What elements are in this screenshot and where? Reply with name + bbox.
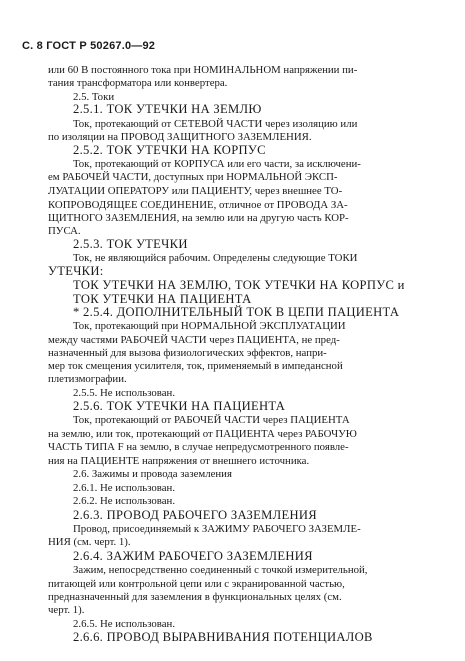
text-line: КОПРОВОДЯЩЕЕ СОЕДИНЕНИЕ, отличное от ПРОВОДА ЗА-	[48, 199, 348, 211]
text-line: назначенный для вызова физиологических эффектов, напри-	[48, 347, 327, 359]
heading-line: 2.5.6. ТОК УТЕЧКИ НА ПАЦИЕНТА	[73, 399, 286, 413]
text-line: между частями РАБОЧЕЙ ЧАСТИ через ПАЦИЕНТА, не пред-	[48, 334, 340, 346]
text-line: Ток, протекающий от РАБОЧЕЙ ЧАСТИ через ПАЦИЕНТА	[73, 414, 350, 426]
heading-line: 2.5.3. ТОК УТЕЧКИ	[73, 237, 188, 251]
text-line: ЩИТНОГО ЗАЗЕМЛЕНИЯ, на землю или на другую часть КОР-	[48, 212, 349, 224]
text-line: 2.6.2. Не использован.	[73, 495, 176, 507]
heading-line: 2.6.4. ЗАЖИМ РАБОЧЕГО ЗАЗЕМЛЕНИЯ	[73, 549, 313, 563]
text-line: тания трансформатора или конвертера.	[48, 77, 228, 89]
text-line: мер ток смещения усилителя, ток, применяемый в импедансной	[48, 360, 343, 372]
text-line: черт. 1).	[48, 604, 85, 616]
text-line: 2.6.5. Не использован.	[73, 618, 176, 630]
heading-line: * 2.5.4. ДОПОЛНИТЕЛЬНЫЙ ТОК В ЦЕПИ ПАЦИЕНТА	[73, 305, 400, 319]
text-line: 2.6.1. Не использован.	[73, 482, 176, 494]
text-line: Зажим, непосредственно соединенный с точкой измерительной,	[73, 564, 368, 576]
text-line: ния на ПАЦИЕНТЕ напряжения от внешнего источника.	[48, 455, 310, 467]
text-line: ЧАСТЬ ТИПА F на землю, в случае непредусмотренного появле-	[48, 441, 349, 453]
text-line: предназначенный для заземления в функциональных целях (см.	[48, 591, 342, 603]
heading-line: 2.5.2. ТОК УТЕЧКИ НА КОРПУС	[73, 143, 266, 157]
text-line: ЛУАТАЦИИ ОПЕРАТОРУ или ПАЦИЕНТУ, через внешнее ТО-	[48, 185, 343, 197]
text-line: или 60 В постоянного тока при НОМИНАЛЬНОМ напряжении пи-	[48, 64, 358, 76]
text-line: на землю, или ток, протекающий от ПАЦИЕНТА через РАБОЧУЮ	[48, 428, 357, 440]
text-line: Ток, протекающий от СЕТЕВОЙ ЧАСТИ через изоляцию или	[73, 118, 358, 130]
heading-line: 2.6.3. ПРОВОД РАБОЧЕГО ЗАЗЕМЛЕНИЯ	[73, 508, 317, 522]
text-line: 2.5. Токи	[73, 91, 115, 103]
heading-line: 2.6.6. ПРОВОД ВЫРАВНИВАНИЯ ПОТЕНЦИАЛОВ	[73, 630, 373, 644]
text-line: Ток, не являющийся рабочим. Определены следующие ТОКИ	[73, 252, 358, 264]
text-line: 2.6. Зажимы и провода заземления	[73, 468, 232, 480]
heading-line: ТОК УТЕЧКИ НА ЗЕМЛЮ, ТОК УТЕЧКИ НА КОРПУС и	[73, 278, 405, 292]
heading-line: УТЕЧКИ:	[48, 264, 104, 278]
page-header: С. 8 ГОСТ Р 50267.0—92	[22, 40, 156, 52]
heading-line: ТОК УТЕЧКИ НА ПАЦИЕНТА	[73, 292, 252, 306]
text-line: по изоляции на ПРОВОД ЗАЩИТНОГО ЗАЗЕМЛЕНИЯ.	[48, 131, 312, 143]
text-line: 2.5.5. Не использован.	[73, 387, 176, 399]
text-line: ем РАБОЧЕЙ ЧАСТИ, доступных при НОРМАЛЬНОЙ ЭКСП-	[48, 171, 338, 183]
text-line: НИЯ (см. черт. 1).	[48, 536, 131, 548]
text-line: Провод, присоединяемый к ЗАЖИМУ РАБОЧЕГО ЗАЗЕМЛЕ-	[73, 523, 361, 535]
text-line: Ток, протекающий при НОРМАЛЬНОЙ ЭКСПЛУАТАЦИИ	[73, 320, 346, 332]
text-line: ПУСА.	[48, 225, 81, 237]
text-line: Ток, протекающий от КОРПУСА или его части, за исключени-	[73, 158, 361, 170]
text-line: питающей или контрольной цепи или с экранированной частью,	[48, 578, 345, 590]
heading-line: 2.5.1. ТОК УТЕЧКИ НА ЗЕМЛЮ	[73, 102, 262, 116]
text-line: плетизмографии.	[48, 373, 127, 385]
